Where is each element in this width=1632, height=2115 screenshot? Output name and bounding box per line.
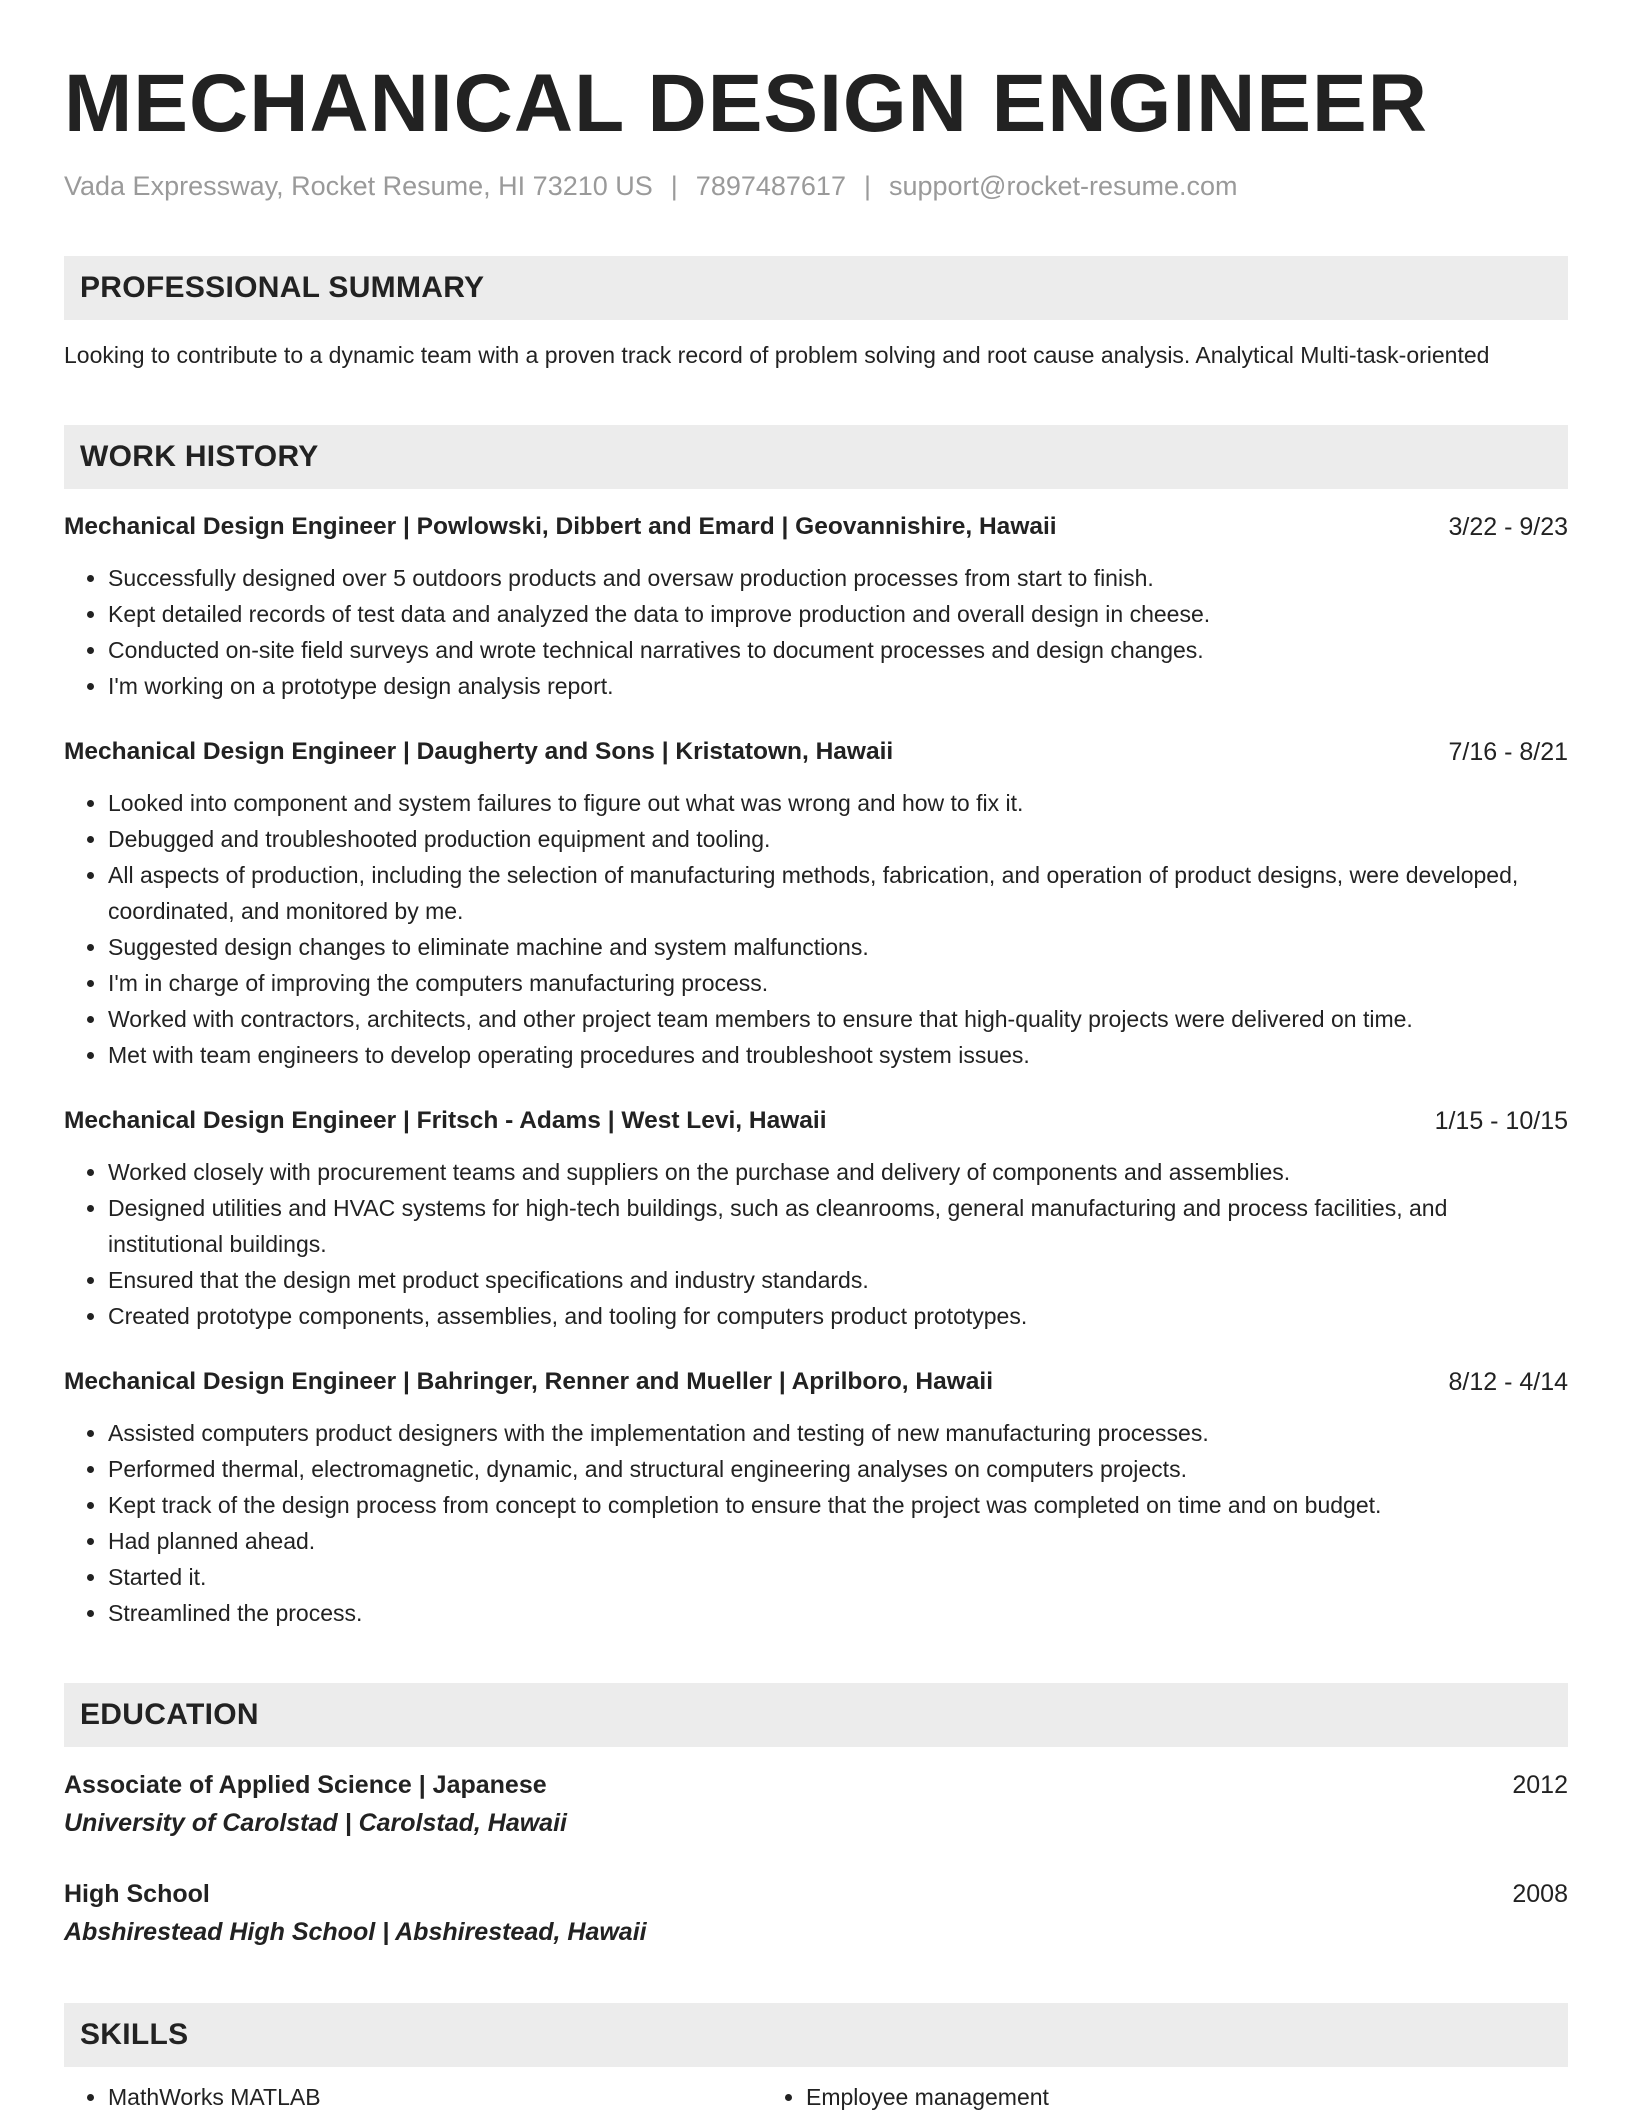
summary-text: Looking to contribute to a dynamic team with a proven track record of problem solving and root cause analysis. Analytical Multi-task-oriented [64, 342, 1490, 368]
skill-item: • MathWorks MATLAB [108, 2079, 760, 2115]
education-school: Abshirestead High School | Abshirestead, Hawaii [64, 1918, 647, 1946]
job-bullet: • Assisted computers product designers with the implementation and testing of new manufacturing processes. [108, 1415, 1568, 1451]
section-heading-work: WORK HISTORY [64, 425, 1568, 489]
job-bullets [64, 785, 1568, 1073]
job-bullet: • Streamlined the process. [108, 1595, 1568, 1631]
job-bullet: • Successfully designed over 5 outdoors products and oversaw production processes from start to finish. [108, 560, 1568, 596]
job-entry [64, 734, 1568, 1073]
skills-column-right [762, 2079, 1458, 2115]
resume-name: MECHANICAL DESIGN ENGINEER [64, 58, 1428, 149]
skills-list [64, 2079, 1568, 2115]
job-bullet: • Created prototype components, assemblies, and tooling for computers product prototypes. [108, 1298, 1568, 1334]
education-list [64, 1766, 1568, 1951]
contact-email[interactable]: support@rocket-resume.com [888, 171, 1238, 201]
job-header [64, 1103, 1568, 1139]
job-bullet: • All aspects of production, including the selection of manufacturing methods, fabrication, and operation of product designs, were developed, coordinated, and monitored by me. [108, 857, 1568, 929]
job-bullet: • Had planned ahead. [108, 1523, 1568, 1559]
education-degree: High School [64, 1880, 210, 1908]
job-bullets [64, 560, 1568, 704]
skills-column-left [64, 2079, 760, 2115]
education-header [64, 1875, 1568, 1913]
section-heading-skills: SKILLS [64, 2003, 1568, 2067]
job-bullet: • Started it. [108, 1559, 1568, 1595]
job-header [64, 734, 1568, 770]
work-history-list [64, 509, 1568, 1631]
job-header [64, 1364, 1568, 1400]
job-bullet: • Performed thermal, electromagnetic, dynamic, and structural engineering analyses on computers projects. [108, 1451, 1568, 1487]
job-dates: 3/22 - 9/23 [1448, 513, 1568, 541]
contact-separator: | [863, 171, 871, 201]
job-bullet: • Met with team engineers to develop operating procedures and troubleshoot system issues. [108, 1037, 1568, 1073]
job-header [64, 509, 1568, 545]
contact-separator: | [670, 171, 678, 201]
job-bullets [64, 1154, 1568, 1334]
education-header [64, 1766, 1568, 1804]
job-bullet: • Conducted on-site field surveys and wrote technical narratives to document processes and design changes. [108, 632, 1568, 668]
skill-item: • Employee management [806, 2079, 1458, 2115]
job-title: Mechanical Design Engineer | Powlowski, Dibbert and Emard | Geovannishire, Hawaii [64, 513, 1057, 540]
job-dates: 1/15 - 10/15 [1434, 1107, 1568, 1135]
job-bullet: • I'm in charge of improving the computers manufacturing process. [108, 965, 1568, 1001]
job-title: Mechanical Design Engineer | Bahringer, Renner and Mueller | Aprilboro, Hawaii [64, 1368, 994, 1395]
job-bullet: • Kept detailed records of test data and analyzed the data to improve production and overall design in cheese. [108, 596, 1568, 632]
contact-line [64, 168, 1568, 204]
contact-address: Vada Expressway, Rocket Resume, HI 73210 US [64, 171, 653, 201]
job-entry [64, 1103, 1568, 1334]
job-bullet: • Debugged and troubleshooted production equipment and tooling. [108, 821, 1568, 857]
job-title: Mechanical Design Engineer | Fritsch - Adams | West Levi, Hawaii [64, 1107, 827, 1134]
section-heading-education: EDUCATION [64, 1683, 1568, 1747]
education-year: 2012 [1512, 1771, 1568, 1799]
education-entry [64, 1875, 1568, 1951]
job-bullet: • Suggested design changes to eliminate machine and system malfunctions. [108, 929, 1568, 965]
job-bullet: • Ensured that the design met product specifications and industry standards. [108, 1262, 1568, 1298]
job-dates: 7/16 - 8/21 [1448, 738, 1568, 766]
section-heading-summary: PROFESSIONAL SUMMARY [64, 256, 1568, 320]
job-dates: 8/12 - 4/14 [1448, 1368, 1568, 1396]
job-title: Mechanical Design Engineer | Daugherty and Sons | Kristatown, Hawaii [64, 738, 894, 765]
job-bullet: • Looked into component and system failures to figure out what was wrong and how to fix it. [108, 785, 1568, 821]
contact-phone: 7897487617 [695, 171, 846, 201]
job-entry [64, 1364, 1568, 1631]
job-bullet: • Worked closely with procurement teams and suppliers on the purchase and delivery of components and assemblies. [108, 1154, 1568, 1190]
education-degree: Associate of Applied Science | Japanese [64, 1771, 547, 1799]
job-bullet: • Designed utilities and HVAC systems for high-tech buildings, such as cleanrooms, general manufacturing and process facilities, and institutional buildings. [108, 1190, 1568, 1262]
job-entry [64, 509, 1568, 704]
education-entry [64, 1766, 1568, 1842]
job-bullet: • Worked with contractors, architects, and other project team members to ensure that high-quality projects were delivered on time. [108, 1001, 1568, 1037]
education-school: University of Carolstad | Carolstad, Hawaii [64, 1809, 567, 1837]
education-year: 2008 [1512, 1880, 1568, 1908]
job-bullet: • Kept track of the design process from concept to completion to ensure that the project was completed on time and on budget. [108, 1487, 1568, 1523]
job-bullets [64, 1415, 1568, 1631]
job-bullet: • I'm working on a prototype design analysis report. [108, 668, 1568, 704]
